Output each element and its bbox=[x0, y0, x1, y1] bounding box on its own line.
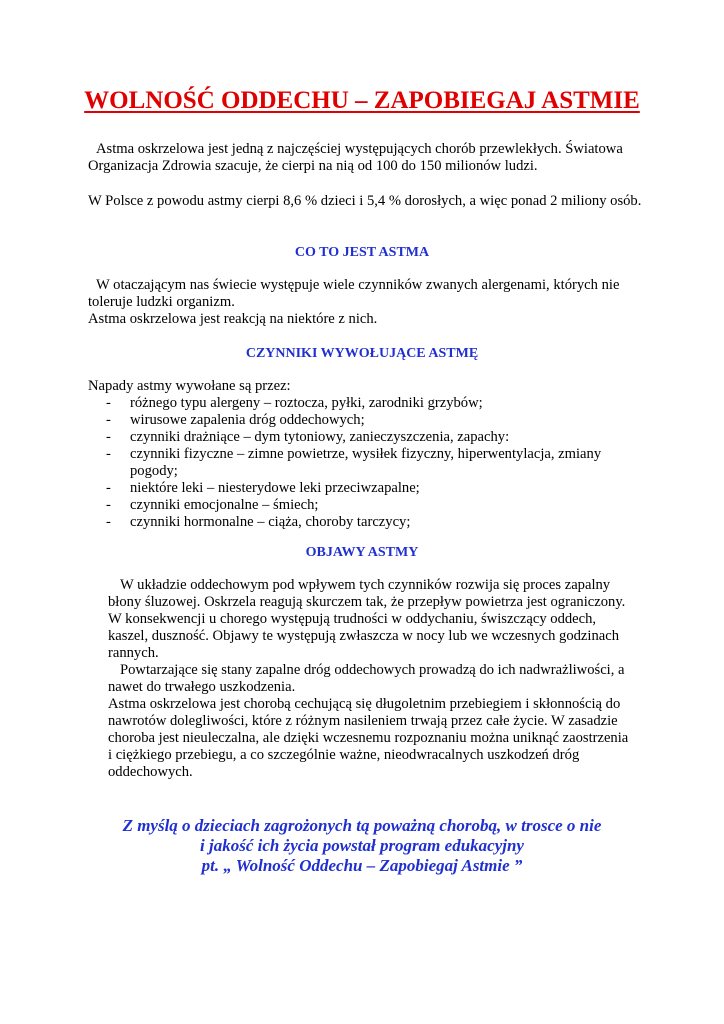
closing-line-2: i jakość ich życia powstał program edukacyjny bbox=[200, 836, 524, 855]
list-item: - niektóre leki – niesterydowe leki przeciwzapalne; bbox=[106, 480, 420, 496]
triggers-list bbox=[106, 395, 646, 531]
list-bullet: - bbox=[106, 446, 111, 462]
section-heading-what-is-asthma: CO TO JEST ASTMA bbox=[294, 245, 430, 260]
triggers-lead: Napady astmy wywołane są przez: bbox=[88, 378, 291, 394]
page-title: WOLNOŚĆ ODDECHU – ZAPOBIEGAJ ASTMIE bbox=[84, 87, 640, 114]
list-bullet: - bbox=[106, 514, 111, 530]
list-item: - różnego typu alergeny – roztocza, pyłki, zarodniki grzybów; bbox=[106, 395, 483, 411]
section-heading-symptoms: OBJAWY ASTMY bbox=[305, 545, 419, 560]
section1-paragraph-2: Astma oskrzelowa jest reakcją na niektóre z nich. bbox=[88, 311, 378, 327]
list-item: - czynniki emocjonalne – śmiech; bbox=[106, 497, 319, 513]
list-bullet: - bbox=[106, 497, 111, 513]
closing-line-3: pt. „ Wolność Oddechu – Zapobiegaj Astmie ” bbox=[201, 856, 523, 875]
symptoms-paragraph-1: W układzie oddechowym pod wpływem tych czynników rozwija się proces zapalny błony śluzowej. Oskrzela reagują skurczem tak, że przepływ powietrza jest ograniczony. W konsekwencji u chorego występują trudności w oddychaniu, świszczący oddech, kaszel, duszność. Objawy te występują zwłaszcza w nocy lub we wczesnych godzinach rannych. bbox=[108, 577, 626, 661]
section-heading-triggers: CZYNNIKI WYWOŁUJĄCE ASTMĘ bbox=[245, 346, 479, 361]
list-item: - wirusowe zapalenia dróg oddechowych; bbox=[106, 412, 365, 428]
intro-paragraph-1: Astma oskrzelowa jest jedną z najczęściej występujących chorób przewlekłych. Światowa Organizacja Zdrowia szacuje, że cierpi na nią od 100 do 150 milionów ludzi. bbox=[88, 141, 623, 174]
list-bullet: - bbox=[106, 395, 111, 411]
list-item: - czynniki fizyczne – zimne powietrze, wysiłek fizyczny, hiperwentylacja, zmiany pogody; bbox=[106, 446, 602, 479]
symptoms-paragraph-2: Powtarzające się stany zapalne dróg oddechowych prowadzą do ich nadwrażliwości, a nawet do trwałego uszkodzenia. bbox=[108, 662, 625, 695]
closing-line-1: Z myślą o dzieciach zagrożonych tą poważną chorobą, w trosce o nie bbox=[122, 816, 602, 835]
symptoms-paragraph-3: Astma oskrzelowa jest chorobą cechującą się długoletnim przebiegiem i skłonnością do nawrotów dolegliwości, które z różnym nasileniem trwają przez całe życie. W zasadzie choroba jest nieuleczalna, ale dzięki wczesnemu rozpoznaniu można uniknąć zaostrzenia i ciężkiego przebiegu, a co szczególnie ważne, nieodwracalnych uszkodzeń dróg oddechowych. bbox=[108, 696, 629, 780]
section1-paragraph-1: W otaczającym nas świecie występuje wiele czynników zwanych alergenami, których nie toleruje ludzki organizm. bbox=[88, 277, 620, 310]
list-item: - czynniki drażniące – dym tytoniowy, zanieczyszczenia, zapachy: bbox=[106, 429, 510, 445]
list-item: - czynniki hormonalne – ciąża, choroby tarczycy; bbox=[106, 514, 411, 530]
list-bullet: - bbox=[106, 412, 111, 428]
intro-paragraph-2: W Polsce z powodu astmy cierpi 8,6 % dzieci i 5,4 % dorosłych, a więc ponad 2 miliony osób. bbox=[88, 193, 642, 209]
list-bullet: - bbox=[106, 480, 111, 496]
closing-statement bbox=[0, 816, 724, 876]
list-bullet: - bbox=[106, 429, 111, 445]
